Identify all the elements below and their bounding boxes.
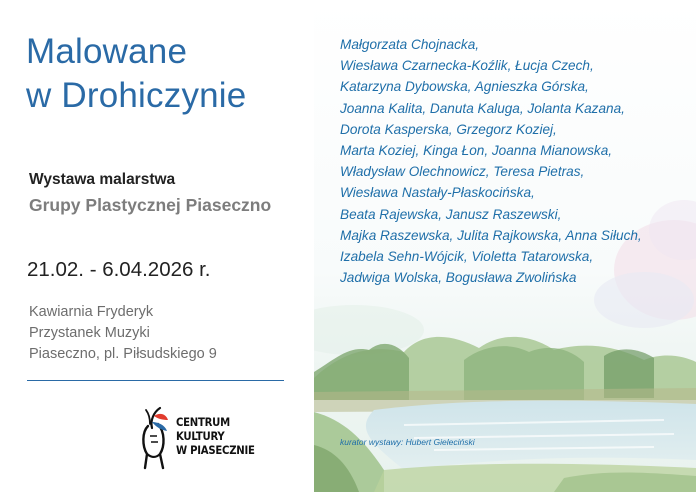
venue-line-1: Kawiarnia Fryderyk [29, 304, 154, 320]
artist-line: Katarzyna Dybowska, Agnieszka Górska, [340, 79, 589, 95]
muse-figure-icon [138, 402, 174, 470]
logo-line-2: W PIASECZNIE [176, 443, 255, 457]
artist-line: Beata Rajewska, Janusz Raszewski, [340, 206, 562, 222]
left-panel [0, 0, 314, 492]
artist-line: Majka Raszewska, Julita Rajkowska, Anna Siłuch, [340, 227, 642, 243]
artist-line: Marta Koziej, Kinga Łon, Joanna Mianowska, [340, 143, 613, 159]
exhibition-type: Wystawa malarstwa [29, 171, 176, 188]
title-line-2: w Drohiczynie [26, 76, 247, 115]
centrum-kultury-logo [138, 402, 288, 472]
artist-line: Władysław Olechnowicz, Teresa Pietras, [340, 164, 585, 180]
venue-line-2: Przystanek Muzyki [29, 325, 150, 341]
title-line-1: Malowane [26, 32, 188, 71]
divider-line [27, 380, 284, 381]
artist-line: Izabela Sehn-Wójcik, Violetta Tatarowska, [340, 249, 594, 265]
group-name: Grupy Plastycznej Piaseczno [29, 195, 272, 215]
exhibition-dates: 21.02. - 6.04.2026 r. [27, 258, 211, 281]
logo-text [176, 415, 275, 457]
curator-credit: kurator wystawy: Hubert Gieleciński [340, 437, 475, 447]
artwork-panel [314, 0, 696, 492]
artist-line: Jadwiga Wolska, Bogusława Zwolińska [340, 270, 577, 286]
artist-line: Wiesława Czarnecka-Koźlik, Łucja Czech, [340, 58, 594, 74]
artist-line: Dorota Kasperska, Grzegorz Koziej, [340, 121, 557, 137]
artist-line: Joanna Kalita, Danuta Kaluga, Jolanta Kazana, [340, 100, 625, 116]
venue-address [29, 302, 217, 365]
artist-line: Małgorzata Chojnacka, [340, 37, 480, 52]
venue-line-3: Piaseczno, pl. Piłsudskiego 9 [29, 346, 217, 362]
artist-list [340, 34, 642, 288]
logo-line-1: CENTRUM KULTURY [176, 415, 230, 443]
page-title [26, 30, 246, 118]
artist-line: Wiesława Nastały-Płaskocińska, [340, 185, 535, 201]
